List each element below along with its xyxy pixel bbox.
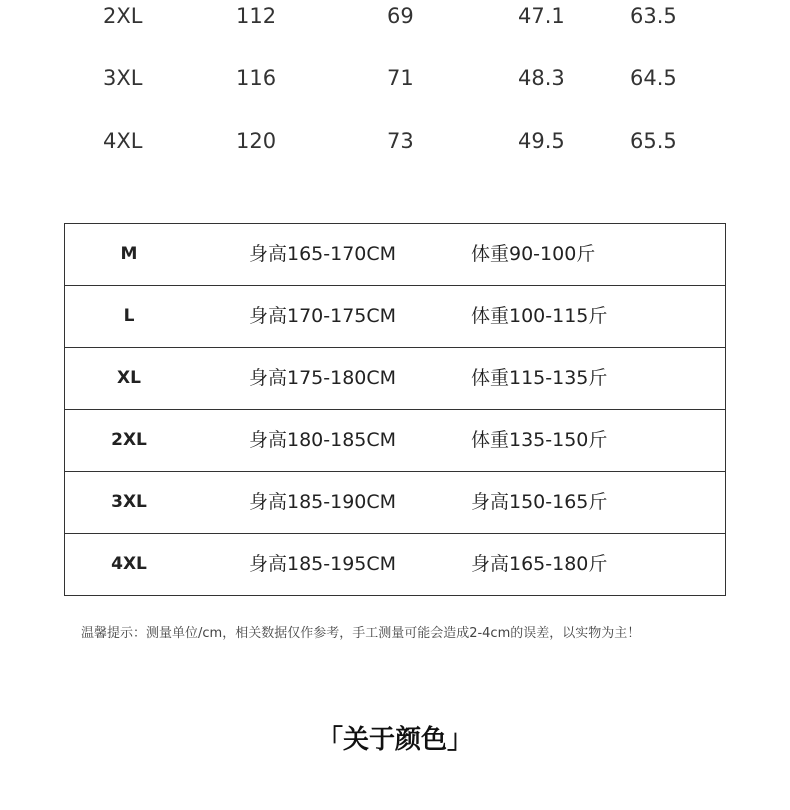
table-row: [0, 127, 790, 167]
size-cell: XL: [117, 368, 141, 388]
value-cell: 64.5: [630, 66, 677, 90]
value-cell: 71: [387, 66, 414, 90]
height-cell: 身高170-175CM: [249, 305, 397, 327]
value-cell: 49.5: [518, 129, 565, 153]
height-cell: 身高175-180CM: [249, 367, 397, 389]
weight-cell: 身高150-165斤: [471, 491, 608, 513]
value-cell: 112: [236, 4, 277, 28]
weight-cell: 体重135-150斤: [471, 429, 608, 451]
table-row: [65, 224, 725, 286]
value-cell: 120: [236, 129, 277, 153]
size-cell: 3XL: [103, 66, 143, 90]
value-cell: 47.1: [518, 4, 565, 28]
value-cell: 48.3: [518, 66, 565, 90]
table-row: [65, 286, 725, 348]
value-cell: 116: [236, 66, 277, 90]
weight-cell: 体重90-100斤: [471, 243, 596, 265]
table-row: [65, 472, 725, 534]
table-row: [65, 534, 725, 595]
weight-cell: 身高165-180斤: [471, 553, 608, 575]
weight-cell: 体重115-135斤: [471, 367, 608, 389]
table-row: [65, 348, 725, 410]
size-cell: 3XL: [111, 492, 147, 512]
value-cell: 63.5: [630, 4, 677, 28]
measurement-tip: 温馨提示：测量单位/cm，相关数据仅作参考，手工测量可能会造成2-4cm的误差，以实物为主！: [81, 626, 641, 641]
size-cell: 2XL: [103, 4, 143, 28]
value-cell: 65.5: [630, 129, 677, 153]
value-cell: 73: [387, 129, 414, 153]
height-cell: 身高180-185CM: [249, 429, 397, 451]
size-cell: 4XL: [103, 129, 143, 153]
size-guide-table: [64, 223, 726, 596]
table-row: [65, 410, 725, 472]
height-cell: 身高185-195CM: [249, 553, 397, 575]
size-cell: 2XL: [111, 430, 147, 450]
size-cell: L: [123, 306, 135, 326]
weight-cell: 体重100-115斤: [471, 305, 608, 327]
size-cell: 4XL: [111, 554, 147, 574]
size-cell: M: [120, 244, 138, 264]
height-cell: 身高185-190CM: [249, 491, 397, 513]
height-cell: 身高165-170CM: [249, 243, 397, 265]
table-row: [0, 2, 790, 42]
table-row: [0, 64, 790, 104]
section-title: 「关于颜色」: [316, 725, 473, 755]
value-cell: 69: [387, 4, 414, 28]
